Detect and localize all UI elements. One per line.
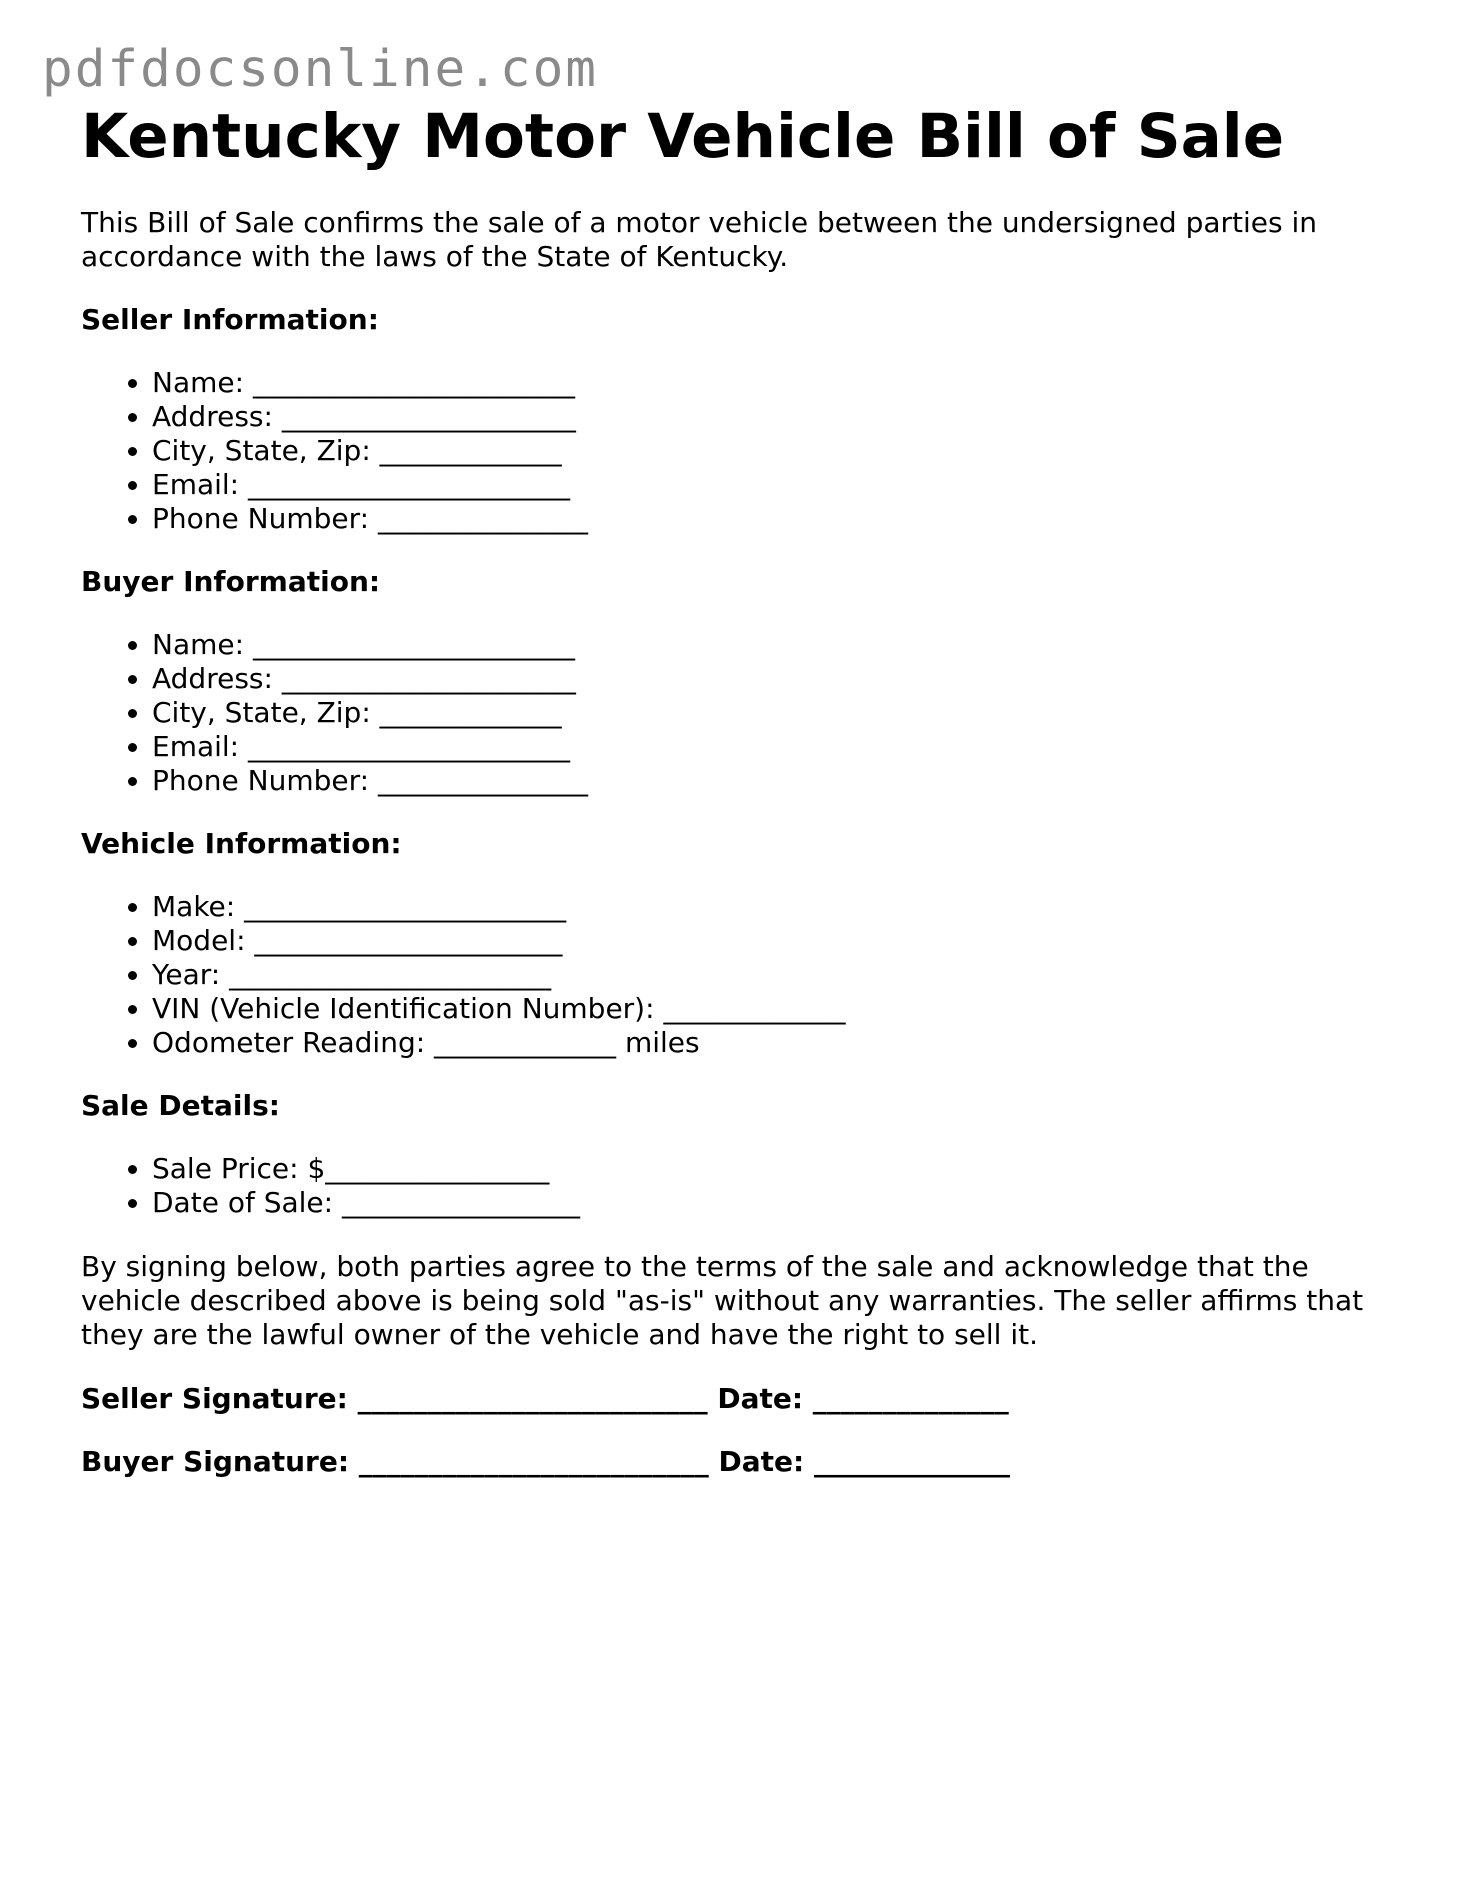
buyer-address-field[interactable]: • Address: _____________________: [152, 662, 1411, 696]
seller-email-field[interactable]: • Email: _______________________: [152, 468, 1411, 502]
seller-address-field[interactable]: • Address: _____________________: [152, 400, 1411, 434]
seller-phone-field[interactable]: • Phone Number: _______________: [152, 502, 1411, 536]
buyer-info-list: [81, 628, 1411, 798]
sale-details-heading: Sale Details:: [81, 1089, 280, 1123]
vehicle-info-heading: Vehicle Information:: [81, 827, 402, 861]
seller-name-field[interactable]: • Name: _______________________: [152, 366, 1411, 400]
vehicle-year-field[interactable]: • Year: _______________________: [152, 958, 1411, 992]
vehicle-model-field[interactable]: • Model: ______________________: [152, 924, 1411, 958]
buyer-info-heading: Buyer Information:: [81, 565, 381, 599]
vehicle-make-field[interactable]: • Make: _______________________: [152, 890, 1411, 924]
document: [81, 100, 1411, 1479]
vehicle-vin-field[interactable]: • VIN (Vehicle Identification Number): _____________: [152, 992, 1411, 1026]
seller-city-state-zip-field[interactable]: • City, State, Zip: _____________: [152, 434, 1411, 468]
closing-paragraph: By signing below, both parties agree to the terms of the sale and acknowledge that the vehicle described above is being sold "as-is" without any warranties. The seller affirms that they are the lawful owner of the vehicle and have the right to sell it.: [81, 1250, 1364, 1352]
buyer-email-field[interactable]: • Email: _______________________: [152, 730, 1411, 764]
intro-paragraph: This Bill of Sale confirms the sale of a motor vehicle between the undersigned parties in accordance with the laws of the State of Kentucky.: [81, 206, 1318, 274]
buyer-name-field[interactable]: • Name: _______________________: [152, 628, 1411, 662]
buyer-phone-field[interactable]: • Phone Number: _______________: [152, 764, 1411, 798]
seller-signature-line[interactable]: Seller Signature: _________________________ Date: ______________: [81, 1382, 1009, 1416]
buyer-city-state-zip-field[interactable]: • City, State, Zip: _____________: [152, 696, 1411, 730]
buyer-signature-line[interactable]: Buyer Signature: _________________________ Date: ______________: [81, 1445, 1010, 1479]
seller-info-heading: Seller Information:: [81, 303, 379, 337]
sale-details-list: [81, 1152, 1411, 1220]
page-title: Kentucky Motor Vehicle Bill of Sale: [81, 101, 1285, 172]
sale-date-field[interactable]: • Date of Sale: _________________: [152, 1186, 1411, 1220]
vehicle-odometer-field[interactable]: • Odometer Reading: _____________ miles: [152, 1026, 1411, 1060]
watermark: pdfdocsonline.com: [42, 40, 598, 99]
vehicle-info-list: [81, 890, 1411, 1060]
sale-price-field[interactable]: • Sale Price: $________________: [152, 1152, 1411, 1186]
seller-info-list: [81, 366, 1411, 536]
